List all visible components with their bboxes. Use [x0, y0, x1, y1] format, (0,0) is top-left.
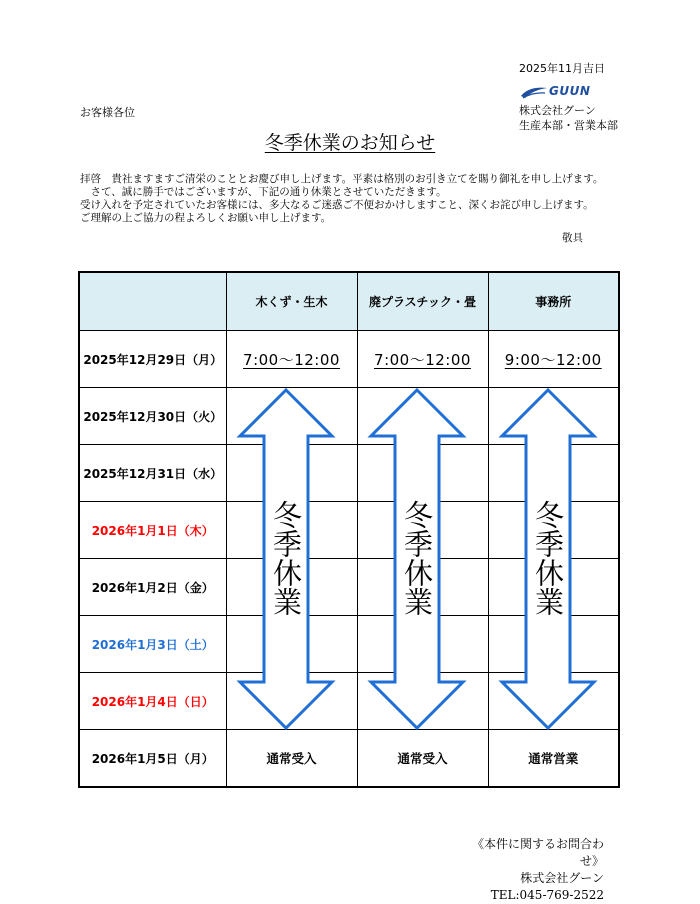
body-line: 受け入れを予定されていたお客様には、多大なるご迷惑ご不便おかけしますこと、深くお詫び申し上げます。 [80, 199, 594, 211]
column-header: 廃プラスチック・畳 [357, 272, 488, 331]
closure-label: 冬季休業 [531, 500, 565, 616]
date-cell: 2025年12月31日（水） [79, 445, 226, 502]
footer-tel: TEL:045-769-2522 [490, 888, 604, 902]
addressee: お客様各位 [80, 106, 135, 119]
table-header-row [79, 272, 619, 331]
footer-company: 株式会社グーン [520, 871, 604, 885]
hours-cell: 9:00～12:00 [488, 331, 619, 388]
column-header: 木くず・生木 [226, 272, 357, 331]
body-text [80, 173, 603, 225]
hours-cell: 7:00～12:00 [226, 331, 357, 388]
inquiry-heading: 《本件に関するお問合わせ》 [471, 837, 604, 868]
logo-swoosh-icon [519, 84, 549, 100]
body-line: ご理解の上ご協力の程よろしくお願い申し上げます。 [80, 212, 332, 224]
logo-text: GUUN [549, 84, 591, 98]
contact-footer [454, 836, 604, 904]
date-cell: 2026年1月5日（月） [79, 730, 226, 788]
closure-label: 冬季休業 [400, 500, 434, 616]
status-cell: 通常受入 [357, 730, 488, 788]
table-row [79, 730, 619, 788]
notice-date: 2025年11月吉日 [519, 62, 605, 75]
company-logo [519, 84, 601, 100]
date-cell: 2026年1月3日（土） [79, 616, 226, 673]
company-name: 株式会社グーン [519, 104, 596, 117]
body-line: さて、誠に勝手ではございますが、下記の通り休業とさせていただきます。 [80, 186, 447, 198]
table-row [79, 331, 619, 388]
status-cell: 通常営業 [488, 730, 619, 788]
company-department: 生産本部・営業本部 [519, 119, 618, 132]
closing: 敬具 [562, 232, 583, 244]
header-empty-cell [79, 272, 226, 331]
column-header: 事務所 [488, 272, 619, 331]
body-line: 拝啓 貴社ますますご清栄のこととお慶び申し上げます。平素は格別のお引き立てを賜り御礼を申し上げます。 [80, 173, 604, 185]
closure-label: 冬季休業 [269, 500, 303, 616]
date-cell: 2026年1月4日（日） [79, 673, 226, 730]
date-cell: 2025年12月30日（火） [79, 388, 226, 445]
date-cell: 2025年12月29日（月） [79, 331, 226, 388]
page-title: 冬季休業のお知らせ [264, 132, 436, 154]
hours-cell: 7:00～12:00 [357, 331, 488, 388]
date-cell: 2026年1月1日（木） [79, 502, 226, 559]
status-cell: 通常受入 [226, 730, 357, 788]
date-cell: 2026年1月2日（金） [79, 559, 226, 616]
